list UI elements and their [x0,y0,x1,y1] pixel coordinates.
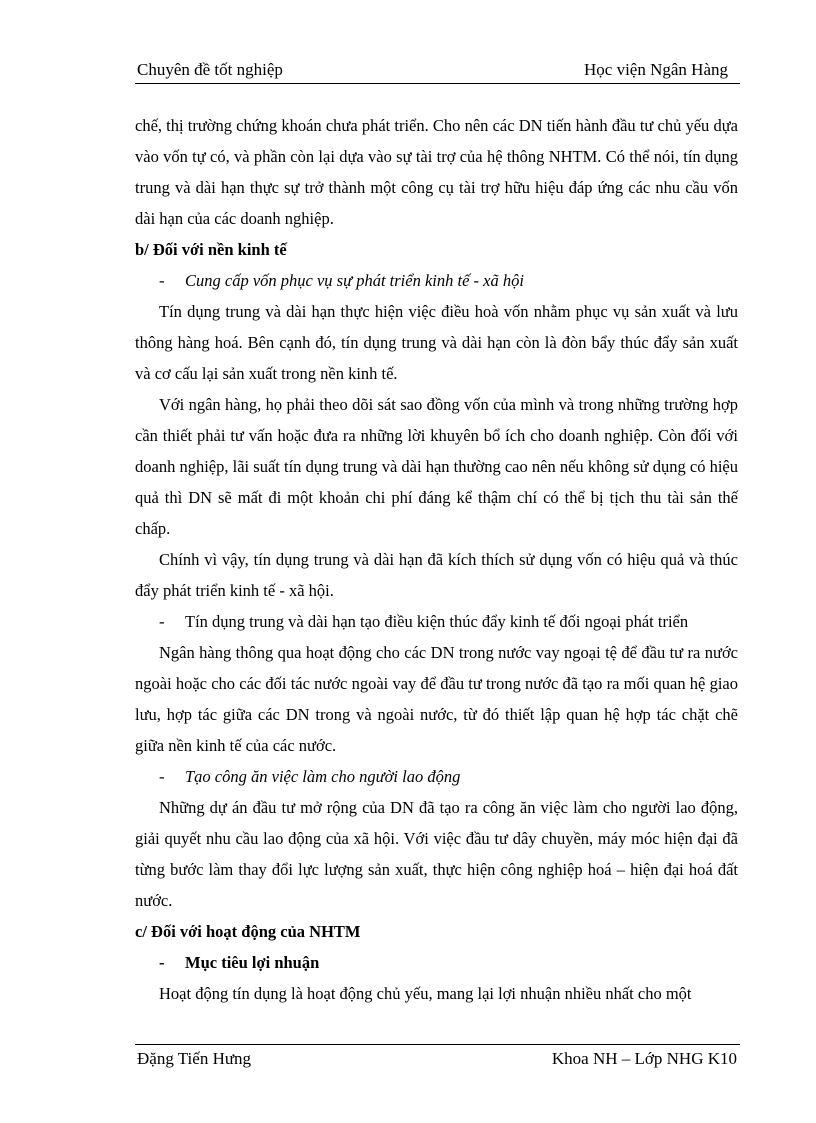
section-heading-b: b/ Đối với nền kinh tế [135,240,287,259]
footer-class: Khoa NH – Lớp NHG K10 [551,1049,737,1068]
bullet-dash: - [159,271,165,290]
paragraph-capital-regulation: Tín dụng trung và dài hạn thực hiện việc điều hoà vốn nhằm phục vụ sản xuất và lưu thông hàng hoá. Bên cạnh đó, tín dụng trung và dài hạn còn là đòn bẩy thúc đẩy sản xuất và cơ cấu lại sản xuất trong nền kinh tế. [135,302,738,383]
bullet-item-foreign-economy [135,606,738,637]
bullet-text: Mục tiêu lợi nhuận [185,953,320,972]
header-document-type: Chuyên đề tốt nghiệp [137,60,283,79]
bullet-item-employment [135,761,738,792]
bullet-item-capital-supply [135,265,738,296]
bullet-text: Tín dụng trung và dài hạn tạo điều kiện thúc đẩy kinh tế đối ngoại phát triển [185,612,689,631]
bullet-dash: - [159,612,165,631]
paragraph-conclusion: Chính vì vậy, tín dụng trung và dài hạn đã kích thích sử dụng vốn có hiệu quả và thúc đẩy phát triển kinh tế - xã hội. [135,550,738,600]
footer-author: Đặng Tiến Hưng [137,1049,252,1068]
paragraph-employment: Những dự án đầu tư mở rộng của DN đã tạo ra công ăn việc làm cho người lao động, giải quyết nhu cầu lao động của xã hội. Với việc đầu tư dây chuyền, máy móc hiện đại đã từng bước làm thay đổi lực lượng sản xuất, thực hiện công nghiệp hoá – hiện đại hoá đất nước. [135,798,738,910]
page-footer [135,1044,740,1071]
paragraph-bank-monitoring: Với ngân hàng, họ phải theo dõi sát sao đồng vốn của mình và trong những trường hợp cần thiết phải tư vấn hoặc đưa ra những lời khuyên bổ ích cho doanh nghiệp. Còn đối với doanh nghiệp, lãi suất tín dụng trung và dài hạn thường cao nên nếu không sử dụng có hiệu quả thì DN sẽ mất đi một khoản chi phí đáng kể thậm chí có thể bị tịch thu tài sản thế chấp. [135,395,738,538]
page-body [135,110,738,1009]
header-institution: Học viện Ngân Hàng [584,60,728,79]
bullet-item-profit-goal [135,947,738,978]
paragraph-foreign-cooperation: Ngân hàng thông qua hoạt động cho các DN trong nước vay ngoại tệ để đầu tư ra nước ngoài hoặc cho các đối tác nước ngoài vay để đầu tư trong nước đã tạo ra mối quan hệ giao lưu, hợp tác giữa các DN trong và ngoài nước, từ đó thiết lập quan hệ hợp tác chặt chẽ giữa nền kinh tế của các nước. [135,643,738,755]
bullet-dash: - [159,767,165,786]
page-header [135,57,740,84]
bullet-dash: - [159,953,165,972]
bullet-text: Cung cấp vốn phục vụ sự phát triển kinh tế - xã hội [185,271,524,290]
section-heading-c: c/ Đối với hoạt động của NHTM [135,922,361,941]
paragraph-intro: chế, thị trường chứng khoán chưa phát triển. Cho nên các DN tiến hành đầu tư chủ yếu dựa vào vốn tự có, và phần còn lại dựa vào sự tài trợ của hệ thông NHTM. Có thể nói, tín dụng trung và dài hạn thực sự trở thành một công cụ tài trợ hữu hiệu đáp ứng các nhu cầu vốn dài hạn của các doanh nghiệp. [135,116,738,228]
bullet-text: Tạo công ăn việc làm cho người lao động [185,767,461,786]
paragraph-credit-activity: Hoạt động tín dụng là hoạt động chủ yếu, mang lại lợi nhuận nhiều nhất cho một [159,984,692,1003]
